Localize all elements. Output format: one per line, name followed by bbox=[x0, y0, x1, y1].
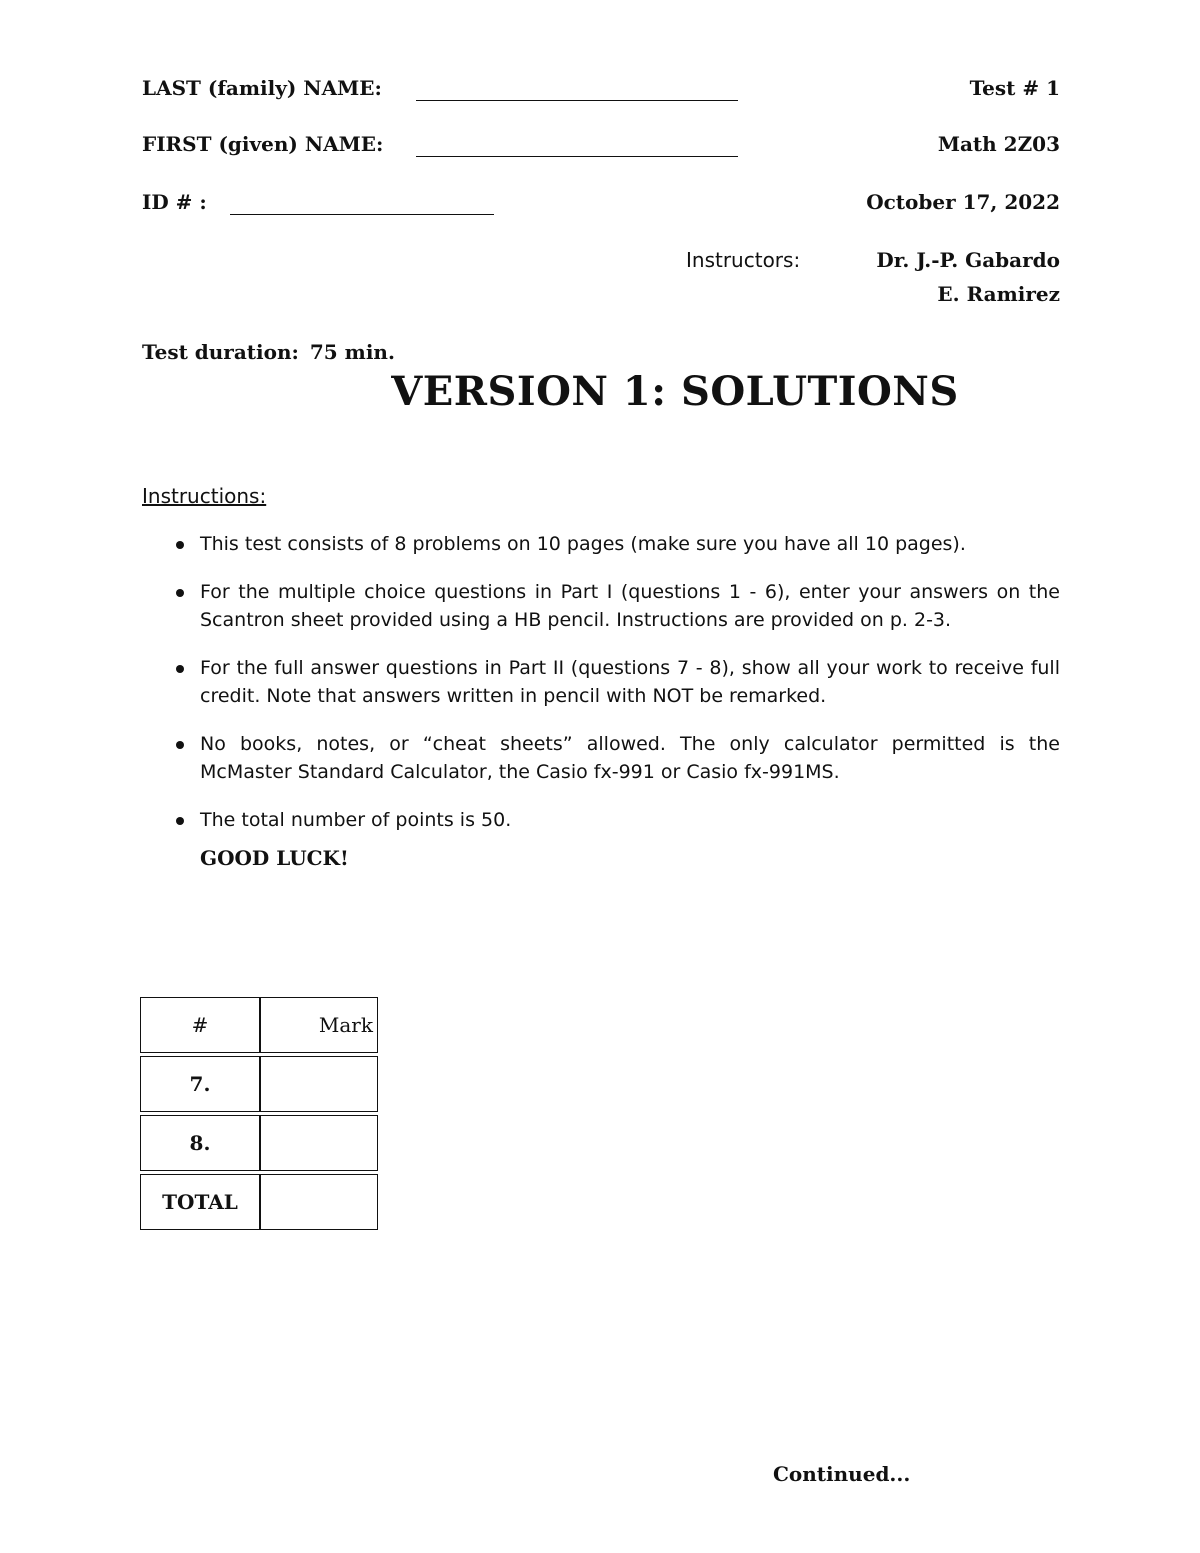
total-label: TOTAL bbox=[140, 1174, 260, 1230]
id-row bbox=[142, 190, 1060, 224]
test-number: Test # 1 bbox=[969, 76, 1060, 100]
first-name-label: FIRST (given) NAME: bbox=[142, 132, 384, 156]
total-mark-cell[interactable] bbox=[260, 1174, 378, 1230]
bullet-icon bbox=[176, 817, 184, 825]
test-date: October 17, 2022 bbox=[866, 190, 1060, 214]
instructions-list bbox=[142, 530, 1060, 854]
instructor-name: E. Ramirez bbox=[937, 282, 1060, 306]
last-name-label: LAST (family) NAME: bbox=[142, 76, 382, 100]
column-header-mark: Mark bbox=[260, 997, 378, 1053]
test-duration bbox=[142, 340, 395, 364]
instructors-label: Instructors: bbox=[686, 248, 801, 272]
mark-table bbox=[140, 997, 378, 1230]
first-name-row bbox=[142, 132, 1060, 166]
id-label: ID # : bbox=[142, 190, 207, 214]
table-row bbox=[140, 1056, 378, 1112]
first-name-blank[interactable] bbox=[416, 156, 738, 157]
instructor-name: Dr. J.-P. Gabardo bbox=[876, 248, 1060, 272]
id-blank[interactable] bbox=[230, 214, 494, 215]
duration-label: Test duration: bbox=[142, 340, 299, 364]
instructions-heading: Instructions: bbox=[142, 484, 267, 508]
list-item: For the full answer questions in Part II (questions 7 - 8), show all your work to receive full credit. Note that answers written in pencil with NOT be remarked. bbox=[142, 654, 1060, 710]
last-name-row bbox=[142, 76, 1060, 110]
good-luck-text: GOOD LUCK! bbox=[200, 846, 349, 870]
list-item: No books, notes, or “cheat sheets” allowed. The only calculator permitted is the McMaster Standard Calculator, the Casio fx-991 or Casio fx-991MS. bbox=[142, 730, 1060, 786]
page-title: VERSION 1: SOLUTIONS bbox=[391, 368, 959, 415]
list-item: For the multiple choice questions in Part I (questions 1 - 6), enter your answers on the Scantron sheet provided using a HB pencil. Instructions are provided on p. 2-3. bbox=[142, 578, 1060, 634]
last-name-blank[interactable] bbox=[416, 100, 738, 101]
question-number: 8. bbox=[140, 1115, 260, 1171]
table-row bbox=[140, 1115, 378, 1171]
course-code: Math 2Z03 bbox=[937, 132, 1060, 156]
table-header-row bbox=[140, 997, 378, 1053]
list-item: The total number of points is 50. bbox=[142, 806, 1060, 834]
bullet-icon bbox=[176, 541, 184, 549]
bullet-icon bbox=[176, 741, 184, 749]
list-item: This test consists of 8 problems on 10 pages (make sure you have all 10 pages). bbox=[142, 530, 1060, 558]
bullet-icon bbox=[176, 589, 184, 597]
mark-cell[interactable] bbox=[260, 1056, 378, 1112]
bullet-icon bbox=[176, 665, 184, 673]
question-number: 7. bbox=[140, 1056, 260, 1112]
duration-value: 75 min. bbox=[309, 340, 395, 364]
mark-cell[interactable] bbox=[260, 1115, 378, 1171]
continued-text: Continued... bbox=[773, 1462, 911, 1486]
column-header-number: # bbox=[140, 997, 260, 1053]
table-row bbox=[140, 1174, 378, 1230]
